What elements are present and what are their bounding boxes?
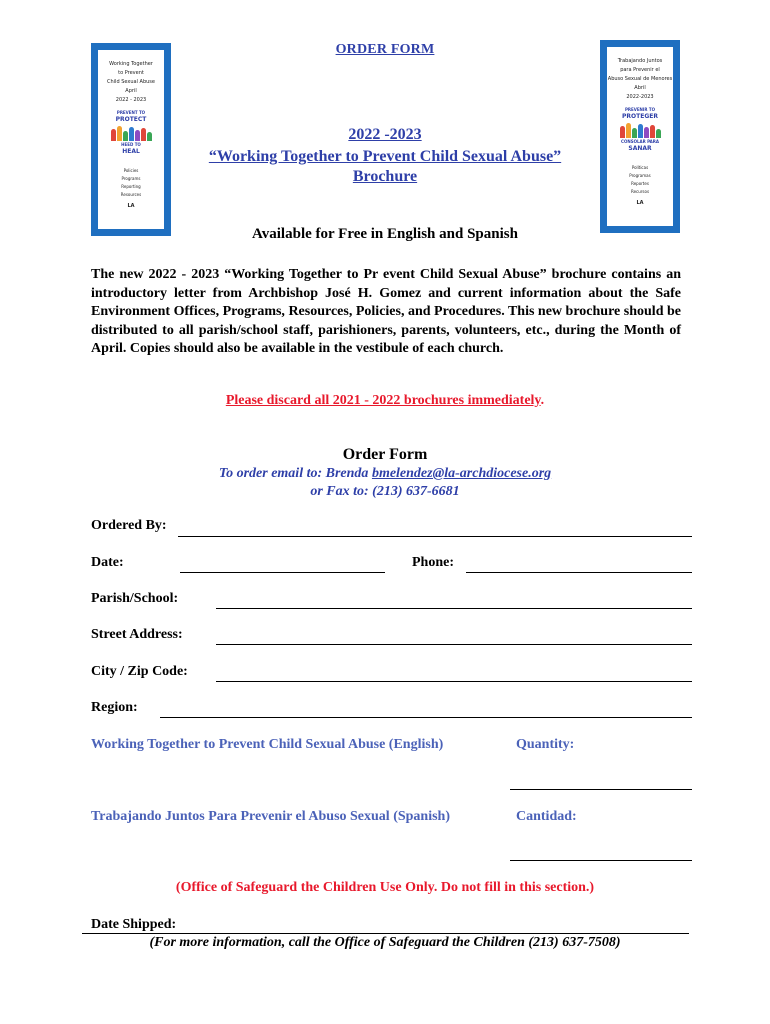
brochure-text: to Prevent bbox=[118, 70, 144, 76]
street-address-field[interactable] bbox=[216, 644, 692, 645]
english-brochure-item: Working Together to Prevent Child Sexual Abuse (English) bbox=[91, 737, 444, 752]
date-shipped-field[interactable] bbox=[82, 933, 689, 934]
parish-school-field[interactable] bbox=[216, 608, 692, 609]
spanish-quantity-label: Cantidad: bbox=[516, 809, 577, 824]
english-quantity-label: Quantity: bbox=[516, 737, 575, 752]
brochure-text: Reporting bbox=[121, 184, 141, 189]
office-use-notice: (Office of Safeguard the Children Use Only. Do not fill in this section.) bbox=[175, 880, 595, 895]
english-quantity-field[interactable] bbox=[510, 789, 692, 790]
brochure-text: 2022 - 2023 bbox=[115, 97, 147, 103]
brochure-title-suffix: Brochure bbox=[352, 168, 418, 185]
brochure-text: Abuso Sexual de Menores bbox=[607, 76, 673, 82]
street-address-label: Street Address: bbox=[91, 627, 183, 642]
intro-paragraph: The new 2022 - 2023 “Working Together to Pr event Child Sexual Abuse” brochure contains an introductory letter from Archbishop José H. Gomez and current information about the Safe Environment Offices, Programs, Resources, Policies, and Procedures. This new brochure should be distributed to all parish/school staff, parishioners, parents, volunteers, etc., during the Month of April. Copies should also be available in the vestibule of each church. bbox=[91, 267, 681, 357]
discard-notice: Please discard all 2021 - 2022 brochures immediately. bbox=[225, 393, 545, 408]
city-zip-field[interactable] bbox=[216, 681, 692, 682]
availability-note: Available for Free in English and Spanish bbox=[252, 226, 518, 242]
date-label: Date: bbox=[91, 555, 124, 570]
spanish-quantity-field[interactable] bbox=[510, 860, 692, 861]
brochure-text: Trabajando Juntos bbox=[617, 58, 663, 64]
brochure-text: Reportes bbox=[631, 181, 649, 186]
order-email-link[interactable]: bmelendez@la-archdiocese.org bbox=[371, 466, 552, 481]
prevent-protect-logo: PREVENT TO PROTECT HEED TO HEAL bbox=[103, 109, 159, 153]
brochure-text: Abril bbox=[634, 85, 646, 91]
brochure-title: “Working Together to Prevent Child Sexual Abuse” bbox=[208, 148, 562, 165]
brochure-text: 2022-2023 bbox=[626, 94, 654, 100]
order-fax-line: or Fax to: (213) 637-6681 bbox=[310, 484, 460, 499]
order-form-title: Order Form bbox=[342, 446, 428, 463]
region-label: Region: bbox=[91, 700, 138, 715]
brochure-years: 2022 -2023 bbox=[348, 126, 422, 143]
archdiocese-logo: LA bbox=[636, 200, 644, 206]
prevent-protect-logo: PREVENIR TO PROTEGER CONSOLAR PARA SANAR bbox=[612, 106, 668, 150]
spanish-brochure-item: Trabajando Juntos Para Prevenir el Abuso Sexual (Spanish) bbox=[91, 809, 451, 824]
contact-info: (For more information, call the Office of Safeguard the Children (213) 637-7508) bbox=[149, 935, 621, 950]
parish-school-label: Parish/School: bbox=[91, 591, 179, 606]
ordered-by-field[interactable] bbox=[178, 536, 692, 537]
brochure-text: Policies bbox=[123, 168, 139, 173]
order-form-heading: ORDER FORM bbox=[335, 42, 435, 57]
brochure-text: Programas bbox=[629, 173, 651, 178]
brochure-text: Resources bbox=[120, 192, 142, 197]
brochure-text: Child Sexual Abuse bbox=[107, 79, 155, 85]
city-zip-label: City / Zip Code: bbox=[91, 664, 188, 679]
archdiocese-logo: LA bbox=[127, 203, 135, 209]
ordered-by-label: Ordered By: bbox=[91, 518, 167, 533]
brochure-text: para Prevenir el bbox=[620, 67, 660, 73]
phone-label: Phone: bbox=[412, 555, 454, 570]
brochure-text: Working Together bbox=[109, 61, 153, 67]
phone-field[interactable] bbox=[466, 572, 692, 573]
order-email-line: To order email to: Brenda bmelendez@la-archdiocese.org bbox=[218, 466, 552, 481]
date-field[interactable] bbox=[180, 572, 385, 573]
brochure-text: Programs bbox=[121, 176, 141, 181]
brochure-text: Recursos bbox=[630, 189, 650, 194]
region-field[interactable] bbox=[160, 717, 692, 718]
brochure-text: Políticas bbox=[631, 165, 649, 170]
brochure-text: April bbox=[125, 88, 137, 94]
date-shipped-label: Date Shipped: bbox=[91, 917, 177, 932]
